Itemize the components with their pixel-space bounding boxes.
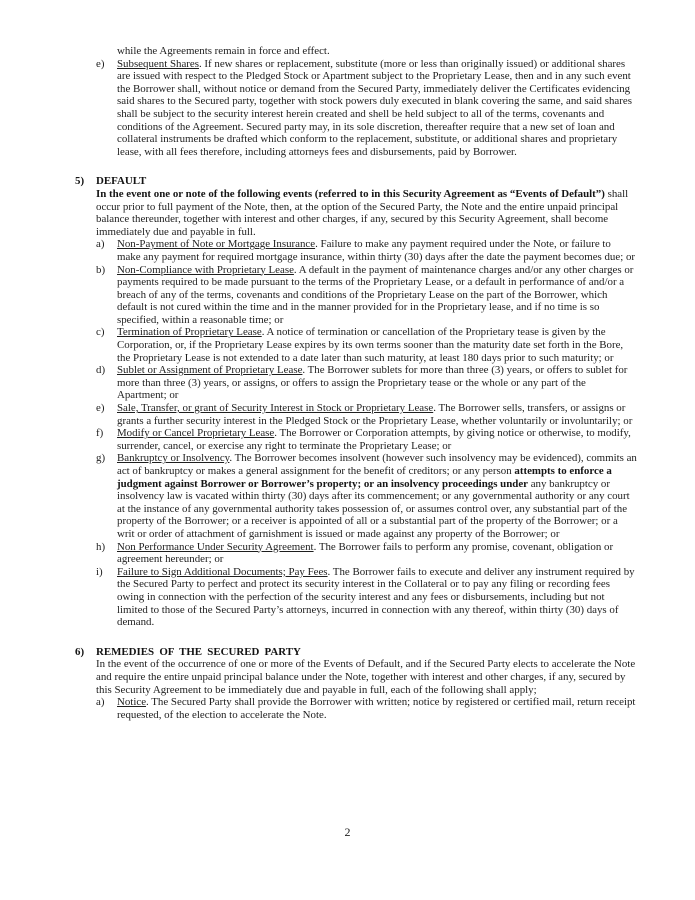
section-heading [75,646,637,659]
item-marker: c) [96,326,105,339]
section-number: 6) [75,645,85,658]
list-item-sale-transfer [75,402,637,427]
item-marker: f) [96,427,104,440]
item-heading: Non-Compliance with Proprietary Lease [117,263,294,276]
item-heading: Modify or Cancel Proprietary Lease [117,427,275,440]
section-title-text: DEFAULT [96,175,147,188]
section-heading [75,175,637,188]
item-body: . The Borrower becomes insolvent (however such insolvency may be evidenced), commits an act of bankruptcy or makes a general assignment for the benefit of creditors; or any person [117,452,637,477]
section-remedies [75,646,637,722]
item-heading: Non Performance Under Security Agreement [117,540,314,553]
item-marker: b) [96,263,106,276]
item-marker: a) [96,238,105,251]
item-heading: Non-Payment of Note or Mortgage Insurance [117,238,316,251]
item-body-bold: attempts to enforce a judgment against Borrower or Borrower’s property; or an insolvency proceedings under [117,465,612,490]
item-heading: Sublet or Assignment of Proprietary Lease [117,364,303,377]
list-item-failure-to-sign [75,566,637,629]
item-marker: e) [96,402,105,415]
list-item-nonpayment [75,238,637,263]
section-intro-bold: In the event one or note of the following events (referred to in this Security Agreement as “Events of Default”) [96,187,605,200]
item-marker: a) [96,696,105,709]
section-intro [75,658,637,696]
item-marker: e) [96,57,105,70]
item-heading: Subsequent Shares [117,57,199,70]
continuation-text: while the Agreements remain in force and effect. [117,45,330,57]
item-body: . A notice of termination or cancellation of the Proprietary tease is given by the Corporation, or, if the Proprietary Lease expires by its own terms sooner than the maturity date set forth in the Bore, the Proprietary Lease is not extended to a date later than such maturity, at least 180 days prior to such maturity; or [117,326,624,364]
page-number: 2 [344,825,351,839]
list-item-subsequent-shares [75,58,637,159]
item-body: . The Borrower sublets for more than three (3) years, or offers to sublet for more than three (3) years, or assigns, or offers to assign the Proprietary tease or the whole or any part of the Apartment; or [117,364,628,402]
section-number: 5) [75,175,85,188]
item-body: . Failure to make any payment required under the Note, or failure to make any payment for required mortgage insurance, within thirty (30) days after the date the payment becomes due; or [117,238,636,263]
item-marker: i) [96,565,103,578]
list-item-noncompliance [75,264,637,327]
item-body: . The Secured Party shall provide the Borrower with written; notice by registered or certified mail, return receipt requested, of the election to accelerate the Note. [117,696,636,721]
item-heading: Sale, Transfer, or grant of Security Interest in Stock or Proprietary Lease [117,402,434,415]
item-body: . The Borrower fails to execute and deliver any instrument required by the Secured Party to perfect and protect its security interest in the Collateral or to pay any filing or recording fees owing in connection with the perfection of the security interest and any fees or disbursements, including but not limited to those of the Secured Party’s attorneys, incurred in connection with any thereof, within thirty (30) days of demand. [117,565,635,629]
item-marker: h) [96,540,106,553]
item-heading: Termination of Proprietary Lease [117,326,262,339]
item-body: . The Borrower fails to perform any promise, covenant, obligation or agreement hereunder; or [117,540,614,566]
section-intro-rest: shall occur prior to full payment of the Note, then, at the option of the Secured Party, the Note and the entire unpaid principal balance thereunder, together with interest and other charges, if any, secured by this Security Agreement, shall become immediately due and payable in full. [96,187,629,238]
item-body: . If new shares or replacement, substitute (more or less than originally issued) or additional shares are issued with respect to the Pledged Stock or Apartment subject to the Proprietary Lease, then and in any such event the Borrower shall, without notice or demand from the Secured Party, immediately deliver the Certificates evidencing said shares to the Secured party, together with stock powers duly executed in blank covering the same, and said shares shall be subject to the security interest herein created and shell be held subject to all of the terms, covenants and conditions of the Agreement. Secured party may, in its sole discretion, thereafter require that a new set of loan and collateral instruments be drafted which conform to the replacement, substitute, or additional shares and proprietary lease, with all fees therefore, including attorneys fees and disbursements, paid by Borrower. [117,57,632,158]
item-marker: d) [96,364,106,377]
item-body: . The Borrower or Corporation attempts, by giving notice or otherwise, to modify, surrender, cancel, or exercise any right to terminate the Proprietary Lease; or [117,427,631,452]
list-item-nonperformance [75,541,637,566]
list-item-modify-cancel [75,427,637,452]
item-heading: Bankruptcy or Insolvency [117,452,230,465]
item-body-rest: any bankruptcy or insolvency law is vacated within thirty (30) days after its commencement; or any governmental authority or any court at the instance of any governmental authority takes possession of, or assumes control over, any substantial part of the property of the Borrower; or a receiver is appointed of all or a substantial part of the property of the Borrower; or a writ or order of attachment of garnishment is issued or made against any property of the Borrower; or [117,477,630,540]
list-item-termination [75,326,637,364]
item-heading: Notice [117,696,147,709]
section-title-text: REMEDIES OF THE SECURED PARTY [96,645,301,658]
item-body: . A default in the payment of maintenance charges and/or any other charges or payments required to be made pursuant to the terms of the Proprietary Lease, or a default in performance of and/or a breach of any of the terms, covenants and conditions of the Proprietary Lease on the part of the Borrower, which default is not cured within the time and in the manner provided for in the Proprietary lease, and if no time is so specified, within a reasonable time; or [117,263,634,326]
item-marker: g) [96,452,106,465]
list-item-notice [75,696,637,721]
list-item-sublet [75,364,637,402]
list-item-bankruptcy [75,452,637,540]
item-heading: Failure to Sign Additional Documents; Pay Fees [117,565,328,578]
section-intro [75,188,637,238]
item-body: . The Borrower sells, transfers, or assigns or grants a further security interest in the Pledged Stock or the Proprietary Lease, whether voluntarily or involuntarily; or [117,402,633,427]
section-intro-text: In the event of the occurrence of one or more of the Events of Default, and if the Secured Party elects to accelerate the Note and require the entire unpaid principal balance under the Note, together with interest and other charges, if any, secured by this Security Agreement to be immediately due and payable in full, each of the following shall apply; [96,658,636,696]
section-default [75,175,637,628]
continuation-line [75,45,637,58]
